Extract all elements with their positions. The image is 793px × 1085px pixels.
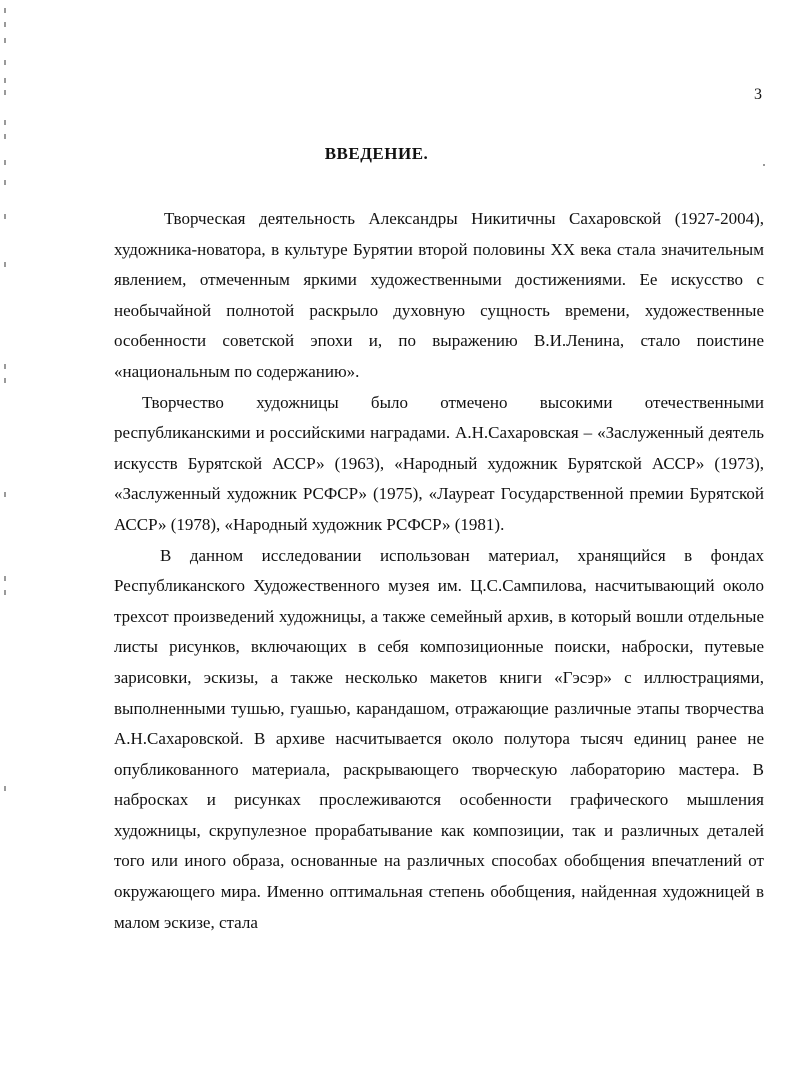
paragraph-awards: Творчество художницы было отмечено высокими отечественными республиканскими и российскими наградами. А.Н.Сахаровская – «Заслуженный деятель искусств Бурятской АССР» (1963), «Народный художник Бурятской АССР» (1973), «Заслуженный художник РСФСР» (1975), «Лауреат Государственной премии Бурятской АССР» (1978), «Народный художник РСФСР» (1981). — [114, 392, 764, 534]
page-title-text: ВВЕДЕНИЕ. — [324, 144, 429, 163]
page-title — [0, 144, 793, 164]
paragraph-intro: Творческая деятельность Александры Никитичны Сахаровской (1927-2004), художника-новатора, в культуре Бурятии второй половины XX века стала значительным явлением, отмеченным яркими художественными достижениями. Ее искусство с необычайной полнотой раскрыло духовную сущность времени, художественные особенности советской эпохи и, по выражению В.И.Ленина, стало поистине «национальным по содержанию». — [114, 209, 764, 381]
page-number: 3 — [754, 86, 762, 103]
document-body — [114, 204, 764, 938]
scan-dot — [763, 164, 765, 166]
paragraph-materials: В данном исследовании использован материал, хранящийся в фондах Республиканского Художественного музея им. Ц.С.Сампилова, насчитывающий около трехсот произведений художницы, а также семейный архив, в который вошли отдельные листы рисунков, включающих в себя композиционные поиски, наброски, путевые зарисовки, эскизы, а также несколько макетов книги «Гэсэр» с иллюстрациями, выполненными тушью, гуашью, карандашом, отражающие различные этапы творчества А.Н.Сахаровской. В архиве насчитывается около полутора тысяч единиц ранее не опубликованного материала, раскрывающего творческую лабораторию мастера. В набросках и рисунках прослеживаются особенности графического мышления художницы, скрупулезное прорабатывание как композиции, так и различных деталей того или иного образа, основанные на различных способах обобщения впечатлений от окружающего мира. Именно оптимальная степень обобщения, найденная художницей в малом эскизе, стала — [114, 545, 764, 932]
